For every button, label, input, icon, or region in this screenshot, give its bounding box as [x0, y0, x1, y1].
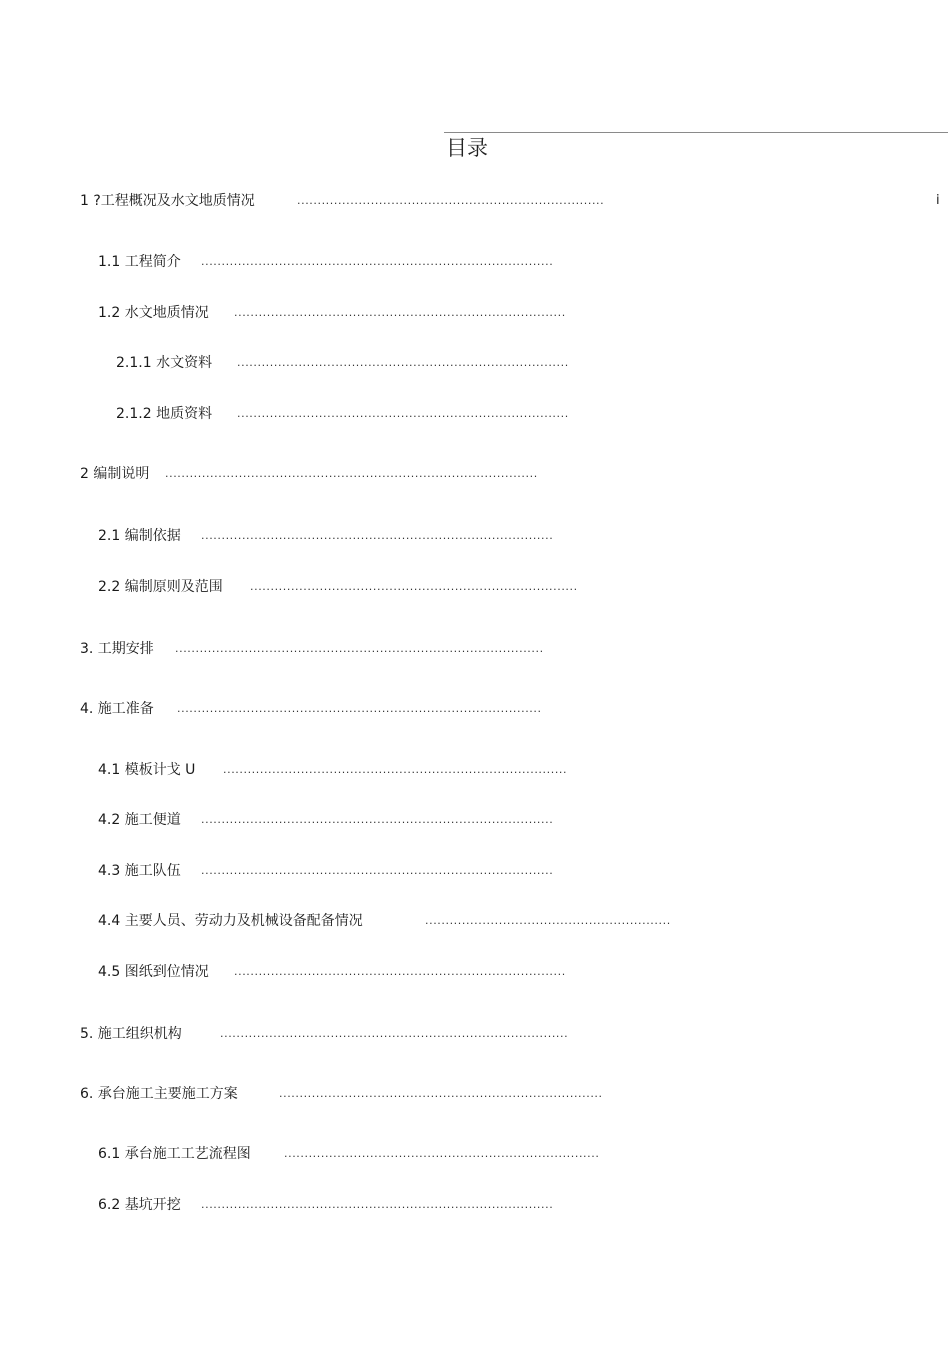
toc-leader-dots: ...........................................................................................: [165, 467, 538, 480]
toc-entry[interactable]: [98, 810, 578, 830]
toc-leader-dots: .............................................................................: [284, 1147, 600, 1160]
toc-entry[interactable]: [98, 577, 603, 597]
toc-leader-dots: ......................................................................................: [201, 1198, 554, 1211]
toc-entry-label: 1.2 水文地质情况: [98, 305, 209, 321]
toc-entry-label: 6.2 基坑开挖: [98, 1197, 181, 1213]
toc-entry[interactable]: [80, 464, 560, 484]
toc-entry[interactable]: [98, 911, 688, 931]
toc-entry-label: 5. 施工组织机构: [80, 1026, 182, 1042]
toc-leader-dots: ......................................................................................: [201, 813, 554, 826]
toc-entry-label: 4.4 主要人员、劳动力及机械设备配备情况: [98, 913, 363, 929]
toc-entry-label: 1.1 工程简介: [98, 254, 181, 270]
toc-leader-dots: ......................................................................................: [201, 529, 554, 542]
toc-entry-label: 4.5 图纸到位情况: [98, 964, 209, 980]
toc-entry[interactable]: [98, 1144, 620, 1164]
toc-entry[interactable]: [98, 252, 578, 272]
toc-entry-label: 1 ?工程概况及水文地质情况: [80, 193, 255, 209]
toc-leader-dots: .........................................................................................: [177, 702, 542, 715]
toc-entry[interactable]: [98, 303, 593, 323]
toc-leader-dots: .................................................................................: [234, 965, 566, 978]
toc-entry-label: 2.2 编制原则及范围: [98, 579, 223, 595]
toc-page-number: i: [936, 193, 940, 208]
toc-entry[interactable]: [80, 1024, 590, 1044]
toc-leader-dots: .................................................................................: [234, 306, 566, 319]
toc-entry-label: 6. 承台施工主要施工方案: [80, 1086, 238, 1102]
toc-entry[interactable]: [116, 404, 594, 424]
header-rule: [444, 132, 948, 133]
toc-entry[interactable]: [98, 526, 578, 546]
toc-leader-dots: ....................................................................................: [223, 763, 568, 776]
toc-leader-dots: .....................................................................................: [220, 1027, 569, 1040]
toc-entry[interactable]: [80, 1084, 620, 1104]
toc-leader-dots: ............................................................: [425, 914, 671, 927]
toc-leader-dots: ................................................................................: [250, 580, 578, 593]
toc-entry-label: 4. 施工准备: [80, 701, 154, 717]
toc-leader-dots: ...........................................................................: [297, 194, 605, 207]
toc-entry[interactable]: [98, 861, 578, 881]
toc-leader-dots: ..........................................................................................: [175, 642, 544, 655]
toc-entry-label: 2.1 编制依据: [98, 528, 181, 544]
toc-title: 目录: [446, 136, 488, 160]
toc-entry-label: 4.1 模板计戈 U: [98, 762, 196, 778]
toc-entry-label: 2.1.1 水文资料: [116, 355, 213, 371]
toc-entry-label: 4.3 施工队伍: [98, 863, 181, 879]
toc-entry-label: 3. 工期安排: [80, 641, 154, 657]
toc-entry[interactable]: [80, 191, 948, 211]
toc-entry[interactable]: [80, 639, 565, 659]
toc-leader-dots: .................................................................................: [237, 356, 569, 369]
toc-leader-dots: .................................................................................: [237, 407, 569, 420]
toc-entry[interactable]: [98, 962, 593, 982]
toc-entry[interactable]: [98, 760, 588, 780]
toc-entry[interactable]: [116, 353, 594, 373]
toc-entry-label: 2.1.2 地质资料: [116, 406, 213, 422]
toc-leader-dots: ...............................................................................: [279, 1087, 603, 1100]
toc-leader-dots: ......................................................................................: [201, 255, 554, 268]
toc-entry-label: 2 编制说明: [80, 466, 150, 482]
toc-entry-label: 4.2 施工便道: [98, 812, 181, 828]
toc-entry[interactable]: [98, 1195, 578, 1215]
toc-entry-label: 6.1 承台施工工艺流程图: [98, 1146, 251, 1162]
toc-entry[interactable]: [80, 699, 568, 719]
toc-leader-dots: ......................................................................................: [201, 864, 554, 877]
